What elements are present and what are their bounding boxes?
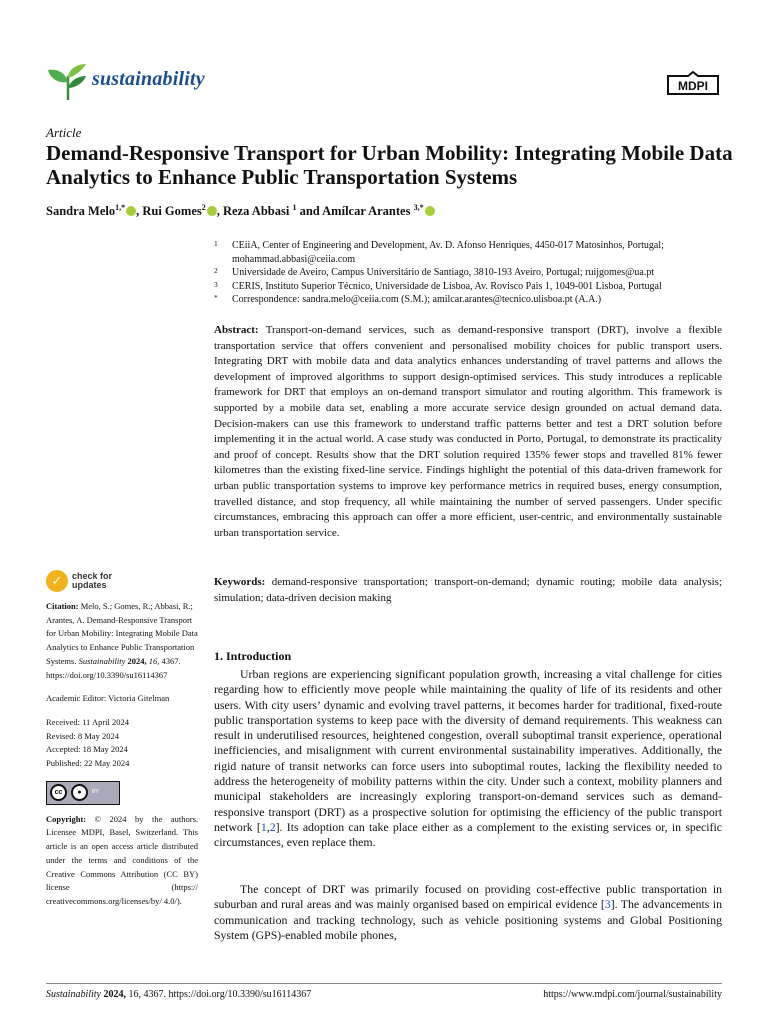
author-name: Reza Abbasi <box>222 204 290 219</box>
footer-year: 2024, <box>103 989 126 1000</box>
keywords <box>214 575 722 606</box>
citation-journal: Sustainability <box>78 655 126 666</box>
author-name: Amílcar Arantes <box>322 204 411 219</box>
abstract <box>214 323 722 541</box>
affiliation-number: 2 <box>214 266 218 275</box>
citation-doi[interactable]: 4367. https://doi.org/10.3390/su16114367 <box>46 655 181 680</box>
copyright-notice <box>46 813 198 909</box>
orcid-icon[interactable] <box>126 206 136 216</box>
correspondence-text: Correspondence: sandra.melo@ceiia.com (S.M.); amilcar.arantes@tecnico.ulisboa.pt (A.A.) <box>232 294 602 305</box>
reference-link[interactable]: 3 <box>604 897 611 912</box>
received-date: Received: 11 April 2024 <box>46 716 130 727</box>
affiliation-number: * <box>214 293 218 302</box>
copyright-label: Copyright: <box>46 813 87 824</box>
accepted-date: Accepted: 18 May 2024 <box>46 744 128 755</box>
reference-link[interactable]: 1 <box>260 819 267 834</box>
abstract-text: Transport-on-demand services, such as demand-responsive transport (DRT), involve a flexible transportation service that offers convenient and personalised mobility choices for public transport users. Integrating DRT with mobile data and data analytics enhances understanding of travel patterns and allows the development of improved algorithms to support design-optimised services. This study introduces a replicable framework for DRT that employs an on-demand transport simulator and routing algorithm. This framework is supported by a mobile data set, enabling a more accurate service design grounded on actual demand data. Decision-makers can use this framework to understand traffic patterns better and test a DRT solution before implementing it in the actual world. A case study was conducted in Porto, Portugal, to demonstrate its practicality and proof of concept. Results show that the DRT solution required 135% fewer stops and travelled 81% fewer kilometres than the existing fixed-line service. Findings highlight the potential of this data-driven framework for urban public transportation systems to improve key performance metrics in required buses, energy consumption, travelled distance, and stop frequency, all while maintaining the number of served passengers. Under specific circumstances, embracing this approach can offer a more efficient, user-centric, and environmentally sustainable urban transportation service. <box>214 324 722 539</box>
footer-divider <box>46 983 722 984</box>
keywords-label: Keywords: <box>214 576 266 588</box>
citation-volume: 16, <box>148 655 160 666</box>
published-date: Published: 22 May 2024 <box>46 758 130 769</box>
paragraph-text: , <box>266 819 270 834</box>
intro-paragraph <box>214 667 722 851</box>
cc-icon: cc <box>50 784 67 801</box>
sidebar <box>46 570 198 909</box>
affiliations <box>214 239 724 307</box>
keywords-text: demand-responsive transportation; transport-on-demand; dynamic routing; mobile data analysis; simulation; data-driven decision making <box>214 576 723 604</box>
revised-date: Revised: 8 May 2024 <box>46 730 119 741</box>
author-separator: and <box>296 204 323 219</box>
author-name: Sandra Melo <box>46 204 116 219</box>
check-for-updates-button[interactable] <box>46 570 198 592</box>
author-separator: , <box>136 204 143 219</box>
mdpi-logo-text: MDPI <box>678 79 708 93</box>
footer-citation <box>46 989 311 1000</box>
footer-journal: Sustainability <box>46 989 101 1000</box>
citation-year: 2024, <box>127 655 147 666</box>
author-affiliation-mark: 3,* <box>413 203 424 212</box>
academic-editor: Academic Editor: Victoria Gitelman <box>46 693 170 704</box>
check-updates-label <box>72 572 112 590</box>
footer-doi[interactable]: 16, 4367. https://doi.org/10.3390/su16114367 <box>128 989 312 1000</box>
person-icon: ● <box>71 784 88 801</box>
dates <box>46 716 198 771</box>
paragraph-text: The concept of DRT was primarily focused on providing cost-effective public transportation in suburban and rural areas and was mainly organised based on empirical evidence [ <box>214 882 722 912</box>
paper-title: Demand-Responsive Transport for Urban Mobility: Integrating Mobile Data Analytics to Enhance Public Transportation Systems <box>46 141 733 189</box>
by-label: BY <box>92 788 99 795</box>
paragraph-text: ]. Its adoption can take place either as a complement to the existing services or, in specific circumstances, even replace them. <box>214 819 722 850</box>
paragraph-text: Urban regions are experiencing significant population growth, increasing a vital challenge for cities regarding how to efficiently move people while maintaining the quality of life of its residents and other users. With city users’ dynamic and evolving travel patterns, it becomes harder for traditional, fixed-route public transportation systems to keep pace with the diversity of demand requirements. This weakness can result in underutilised resources, heightened congestion, overall suboptimal transit experience, operational inefficiencies, and misalignment with current environmental sustainability imperatives. Additionally, the rigid nature of transit networks can force users into suboptimal routes, lacking the flexibility needed to address the heterogeneity of mobility patterns within the city. Under such a context, mobility planners and municipal stakeholders are increasingly exploring transport-on-demand services such as demand-responsive transport (DRT) as a prospective solution for optimising the efficiency of the public transport network [ <box>214 667 722 834</box>
author-affiliation-mark: 1 <box>292 203 297 212</box>
affiliation-item <box>214 266 724 280</box>
footer-journal-url[interactable]: https://www.mdpi.com/journal/sustainability <box>543 989 722 1000</box>
check-icon: ✓ <box>46 570 68 592</box>
citation-text: Melo, S.; Gomes, R.; Abbasi, R.; Arantes, A. Demand-Responsive Transport for Urban Mobility: Integrating Mobile Data Analytics to Enhance Public Transportation Systems. <box>46 601 198 666</box>
copyright-text: © 2024 by the authors. Licensee MDPI, Basel, Switzerland. This article is an open access article distributed under the terms and conditions of the Creative Commons Attribution (CC BY) license (https:// creativecommons.org/licenses/by/ 4.0/). <box>46 813 199 906</box>
cc-by-license-badge[interactable] <box>46 781 120 805</box>
author-affiliation-mark: 2 <box>201 203 206 212</box>
affiliation-number: 1 <box>214 239 218 248</box>
citation <box>46 600 198 682</box>
citation-label: Citation: <box>46 601 79 611</box>
orcid-icon[interactable] <box>425 206 435 216</box>
author-separator: , <box>216 204 223 219</box>
abstract-label: Abstract: <box>214 324 259 336</box>
affiliation-number: 3 <box>214 279 218 289</box>
reference-link[interactable]: 2 <box>269 819 276 834</box>
affiliation-item <box>214 239 724 266</box>
author-list <box>46 203 435 219</box>
intro-paragraph <box>214 882 722 943</box>
orcid-icon[interactable] <box>207 206 217 216</box>
affiliation-text: CEiiA, Center of Engineering and Development, Av. D. Afonso Henriques, 4450-017 Matosinhos, Portugal; mohammad.abbasi@ceiia.com <box>232 240 664 265</box>
section-heading: 1. Introduction <box>214 649 292 663</box>
paragraph-text: ]. The advancements in communication and tracking technology, such as vehicle positioning systems and Global Positioning System (GPS)-enabled mobile phones, <box>214 897 722 942</box>
journal-logo-icon <box>46 62 90 102</box>
affiliation-item <box>214 293 724 307</box>
check-updates-line1: check for <box>72 571 113 581</box>
affiliation-text: Universidade de Aveiro, Campus Universitário de Santiago, 3810-193 Aveiro, Portugal; ruijgomes@ua.pt <box>232 267 655 278</box>
affiliation-item <box>214 280 724 294</box>
author-affiliation-mark: 1,* <box>115 203 126 212</box>
mdpi-logo-icon <box>664 70 722 98</box>
affiliation-text: CERIS, Instituto Superior Técnico, Universidade de Lisboa, Av. Rovisco Pais 1, 1049-001 Lisboa, Portugal <box>232 280 662 292</box>
journal-name: sustainability <box>92 68 205 90</box>
author-name: Rui Gomes <box>142 204 202 219</box>
article-type: Article <box>46 125 82 140</box>
check-updates-line2: updates <box>72 580 107 590</box>
